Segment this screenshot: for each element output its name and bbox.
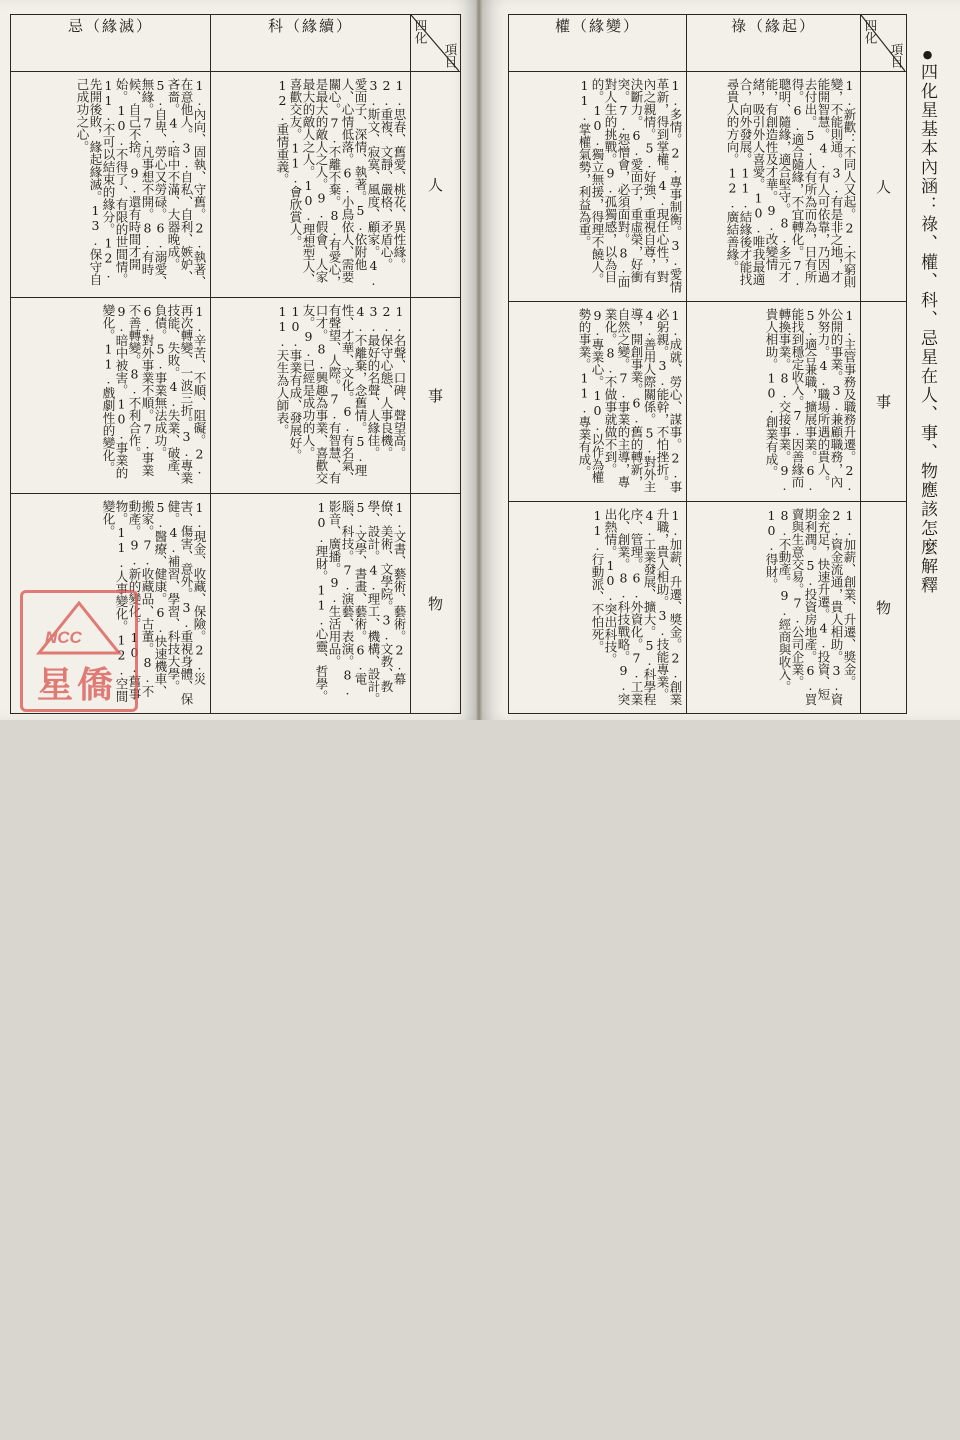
cell-lu-object: 1.加薪、創業、升遷、獎金。2.資金流通，貴人相助。3.資金充足，快速升遷。4.投資、短期利潤。5.投資房地產。6.買賣與生意交易。7.公司企業。8.不動產。9.經商與收入。10.得財。 (687, 502, 861, 714)
watermark-stamp: NCC 星僑 (20, 590, 138, 712)
cell-quan-object: 1.加薪、升遷、獎金。2.創業升職，貴人相助。3.技能專業。4.工業發展、擴大。5.科學程序、管理。6.外資化。7.工業化、創業。8.科技戰略。9.突出熱情。10.突出科技。11.行動派、不怕死。 (509, 502, 687, 714)
right-sihua-table (508, 14, 907, 714)
header-quan: 權（緣變） (509, 15, 687, 72)
row-label-object: 物 (411, 494, 461, 714)
cell-lu-person: 1.新歡：不同人又起。2.不窮則變，不能則通。3.有是非之地，才能開智慧。4.有人可依靠，乃因過去付出。5.人有所為而為，日有所得。6.適合隨緣，不宜轉化。7.聰明、隨緣，適合堅守。8.多元才能，有創造性及才華。9.改變情緒，吸引外人喜愛。10.唯我最適合，向外發展。11.結緣後才能找尋貴人的方向。12.廣結善緣。 (687, 72, 861, 302)
row-label-matter: 事 (861, 302, 907, 502)
header-diagonal: 項目 四化 (861, 15, 907, 72)
row-label-object: 物 (861, 502, 907, 714)
book-spine (476, 0, 482, 720)
row-label-matter: 事 (411, 298, 461, 494)
cell-quan-person: 1.多情。2.專事制衡。3.愛情革新，得到掌權。4.現任心性，對內之親情。5.好強、重視自尊，有決斷力。6.愛面子，重虛榮，好衝突。7.怨憎會，必須面對。8.面對人生的挑戰。9.孤獨感，以為目的。10.獨立無援，得理不饒人。11.掌權氣勢，利益為重。 (509, 72, 687, 302)
section-title: ●四化星基本內涵：祿、權、科、忌星在人、事、物應該怎麼解釋 (917, 48, 937, 595)
header-ji: 忌（緣滅） (11, 15, 211, 72)
cell-ji-matter: 1.辛苦、不順、阻礙。2.再次轉變、一波三折。3.專業技能、失敗。4.失業、破產、負債。5.事業無法成功。6.對外事業不順。7.事業不善轉變。8.不利合作。9.暗中被害。10.事業的變化。11.戲劇性的變化。 (11, 298, 211, 494)
cell-quan-matter: 1.成就、勞心、謀事。2.事必躬親。3.能幹，不怕挫折。4.善用人際關係。5.對外主導，開創事業。6.舊的轉新，自然之變。7.事業的主導，專業化。8.不做事就做不到。9.專業心。10.以作為權勢的事業。11.專業有成。 (509, 302, 687, 502)
cell-lu-matter: 1.主管事務及職務升遷。2.公開的事業。3.兼顧職務，內外努力。4.職場所遇的貴人。5.適合兼職，擴展事業。6.能找到穩定收入。7.因善緣而轉換事業。8.交接事業。9.貴人相助。10.創業有成。 (687, 302, 861, 502)
cell-ji-person: 1.內向、固執、守舊。2.執著、在意他人。3.自私、自利、嫉妒、吝嗇。4.暗中不滿、大器晚成。5.自卑、勞心又勞碌。6.溺愛、無緣。7.凡事想不開。8.有時候、自己不捨。9.還有時間才開始。10.不得了、有限的世間情。11.不可以結束的緣分。12.先開後敗，緣起緣滅。13.保守自己成功之心。 (11, 72, 211, 298)
cell-ji-object: 1.現金、收藏、保險。2.災害、傷害、意外。3.重視身體、保健。4.補習、學習、科技大學。5.醫療、健康。6.快速機車、搬家。7.收藏品、古董。8.不動產。9.新的變化。10.舊事物。11.人事變化。12.空間變化。 (11, 494, 211, 714)
header-ke: 科（緣續） (211, 15, 411, 72)
row-label-person: 人 (861, 72, 907, 302)
cell-ke-person: 1.思春、舊愛、桃花、異性緣。2.重複、文靜、嚴格、矛盾心。3.斯文、寂寞、風度、顧家。4.愛面子、深情、執著。5.依附他人、心情低落。6.小鳥依人、需要關心。7.不離不棄。8.有愛心，是最大的敵人之人。9.假會、人家最大的敵人之人。10.理想型人、喜歡交友。11.會欣賞人。12.重情重義。 (211, 72, 411, 298)
header-diagonal: 項目 四化 (411, 15, 461, 72)
header-lu: 祿（緣起） (687, 15, 861, 72)
cell-ke-matter: 1.名聲、口碑、聲望高。2.保守心態、人事良機。3.最好的名聲、人緣佳。4.不離棄，念舊情。5.理性、才華、文化。6.有名氣、有聲望、人際。7.有智慧、有口才。8.興趣為事業、喜歡交友。9.已經是成功的人。10.事業有成、發展好。11.天生為人師表。 (211, 298, 411, 494)
row-label-person: 人 (411, 72, 461, 298)
cell-ke-object: 1.文書、藝術、藝術。2.幕僚、美術、文學院。3.文教、教學、設計。4.理工、機構、設計。5.文學、書畫、藝術。6.電腦、科技。7.演藝、表演。8.影音、廣播。9.生活用品。10.理財。11.心靈、哲學。 (211, 494, 411, 714)
